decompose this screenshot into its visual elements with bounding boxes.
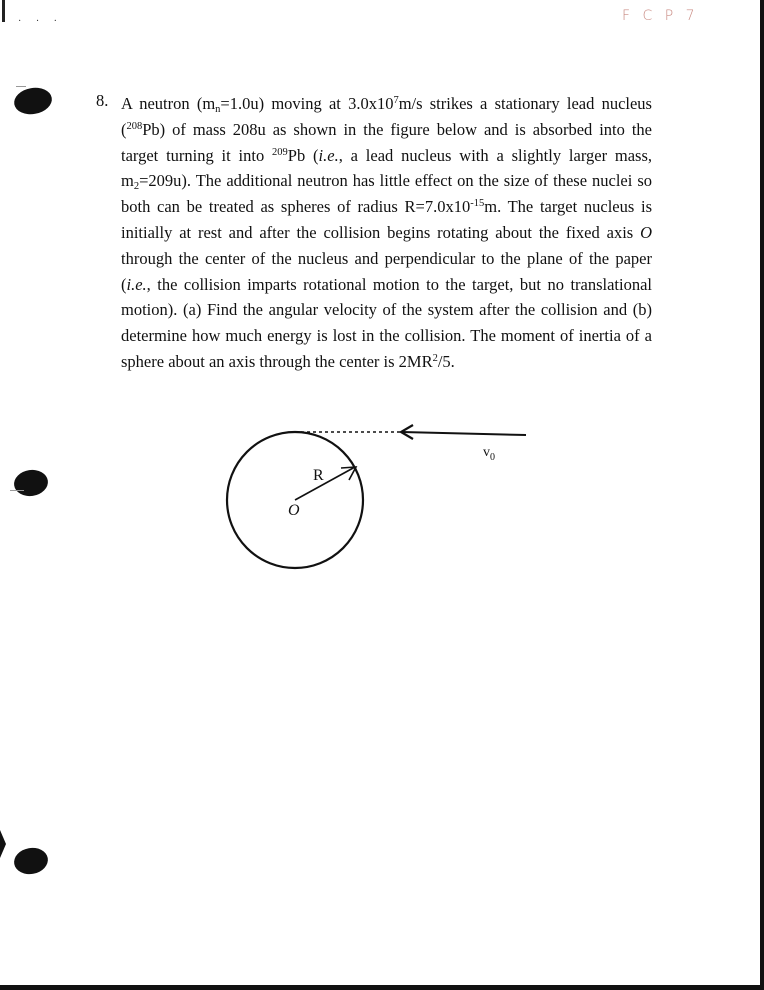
text-run: Pb) of mass 208u as shown in the figure below and is absorbed into the target turning it into xyxy=(121,119,652,165)
neutron-path-line xyxy=(402,432,526,435)
scan-edge-right xyxy=(760,0,764,990)
italic-ie: i.e. xyxy=(126,274,147,294)
text-run: through the center of the nucleus and perpendicular to the plane of the paper ( xyxy=(121,248,652,294)
corner-handwritten-mark: F C P 7 xyxy=(622,8,699,24)
exponent-2: 2 xyxy=(432,352,438,364)
scan-artifact-dash xyxy=(16,86,26,87)
italic-ie: i.e. xyxy=(318,145,339,165)
punch-hole xyxy=(12,845,50,877)
scan-artifact-tick xyxy=(0,830,6,858)
scan-artifact-dots: · · · xyxy=(18,16,63,27)
problem-number: 8. xyxy=(96,91,109,110)
mass-number-208: 208 xyxy=(126,120,143,132)
punch-hole xyxy=(12,85,54,117)
exponent-7: 7 xyxy=(393,95,399,106)
problem-paragraph xyxy=(121,91,652,375)
velocity-subscript: 0 xyxy=(490,452,495,463)
italic-axis-o: O xyxy=(640,222,652,242)
radius-label: R xyxy=(313,467,324,484)
mass-number-209: 209 xyxy=(272,146,288,158)
text-run: , the collision imparts rotational motion to the target, but no translational motion). (a) Find the angular velocity of the system after the collision and (b) determine how much energy is lost in the collision. The moment of inertia of a sphere about an axis through the center is 2MR xyxy=(121,274,652,371)
text-run: , a lead nucleus with a slightly larger mass, m xyxy=(121,145,653,191)
exponent-minus-15: -15 xyxy=(470,198,485,210)
collision-diagram xyxy=(210,415,540,585)
scan-edge-bottom xyxy=(0,985,764,990)
text-run: A neutron (m xyxy=(121,94,216,113)
punch-hole xyxy=(12,468,49,498)
problem-text xyxy=(121,91,652,375)
scan-artifact-dash xyxy=(10,490,24,491)
subscript-n: n xyxy=(215,104,221,115)
velocity-symbol: v xyxy=(483,445,490,460)
velocity-label xyxy=(483,445,495,463)
text-run: =209u). The additional neutron has little effect on the size of these nuclei so both can be treated as spheres of radius R=7.0x10 xyxy=(121,171,652,217)
text-run: =1.0u) moving at 3.0x10 xyxy=(220,94,394,113)
text-run: Pb ( xyxy=(287,145,319,165)
text-run: /5. xyxy=(437,351,455,371)
axis-label: O xyxy=(288,502,300,519)
radius-line xyxy=(295,467,355,500)
scan-artifact-mark xyxy=(2,0,5,22)
text-run: m/s strikes a stationary lead nucleus ( xyxy=(121,94,652,139)
text-run: m. The target nucleus is initially at rest and after the collision begins rotating about the fixed axis xyxy=(121,197,652,242)
subscript-2: 2 xyxy=(133,181,140,193)
collision-figure xyxy=(210,415,540,585)
